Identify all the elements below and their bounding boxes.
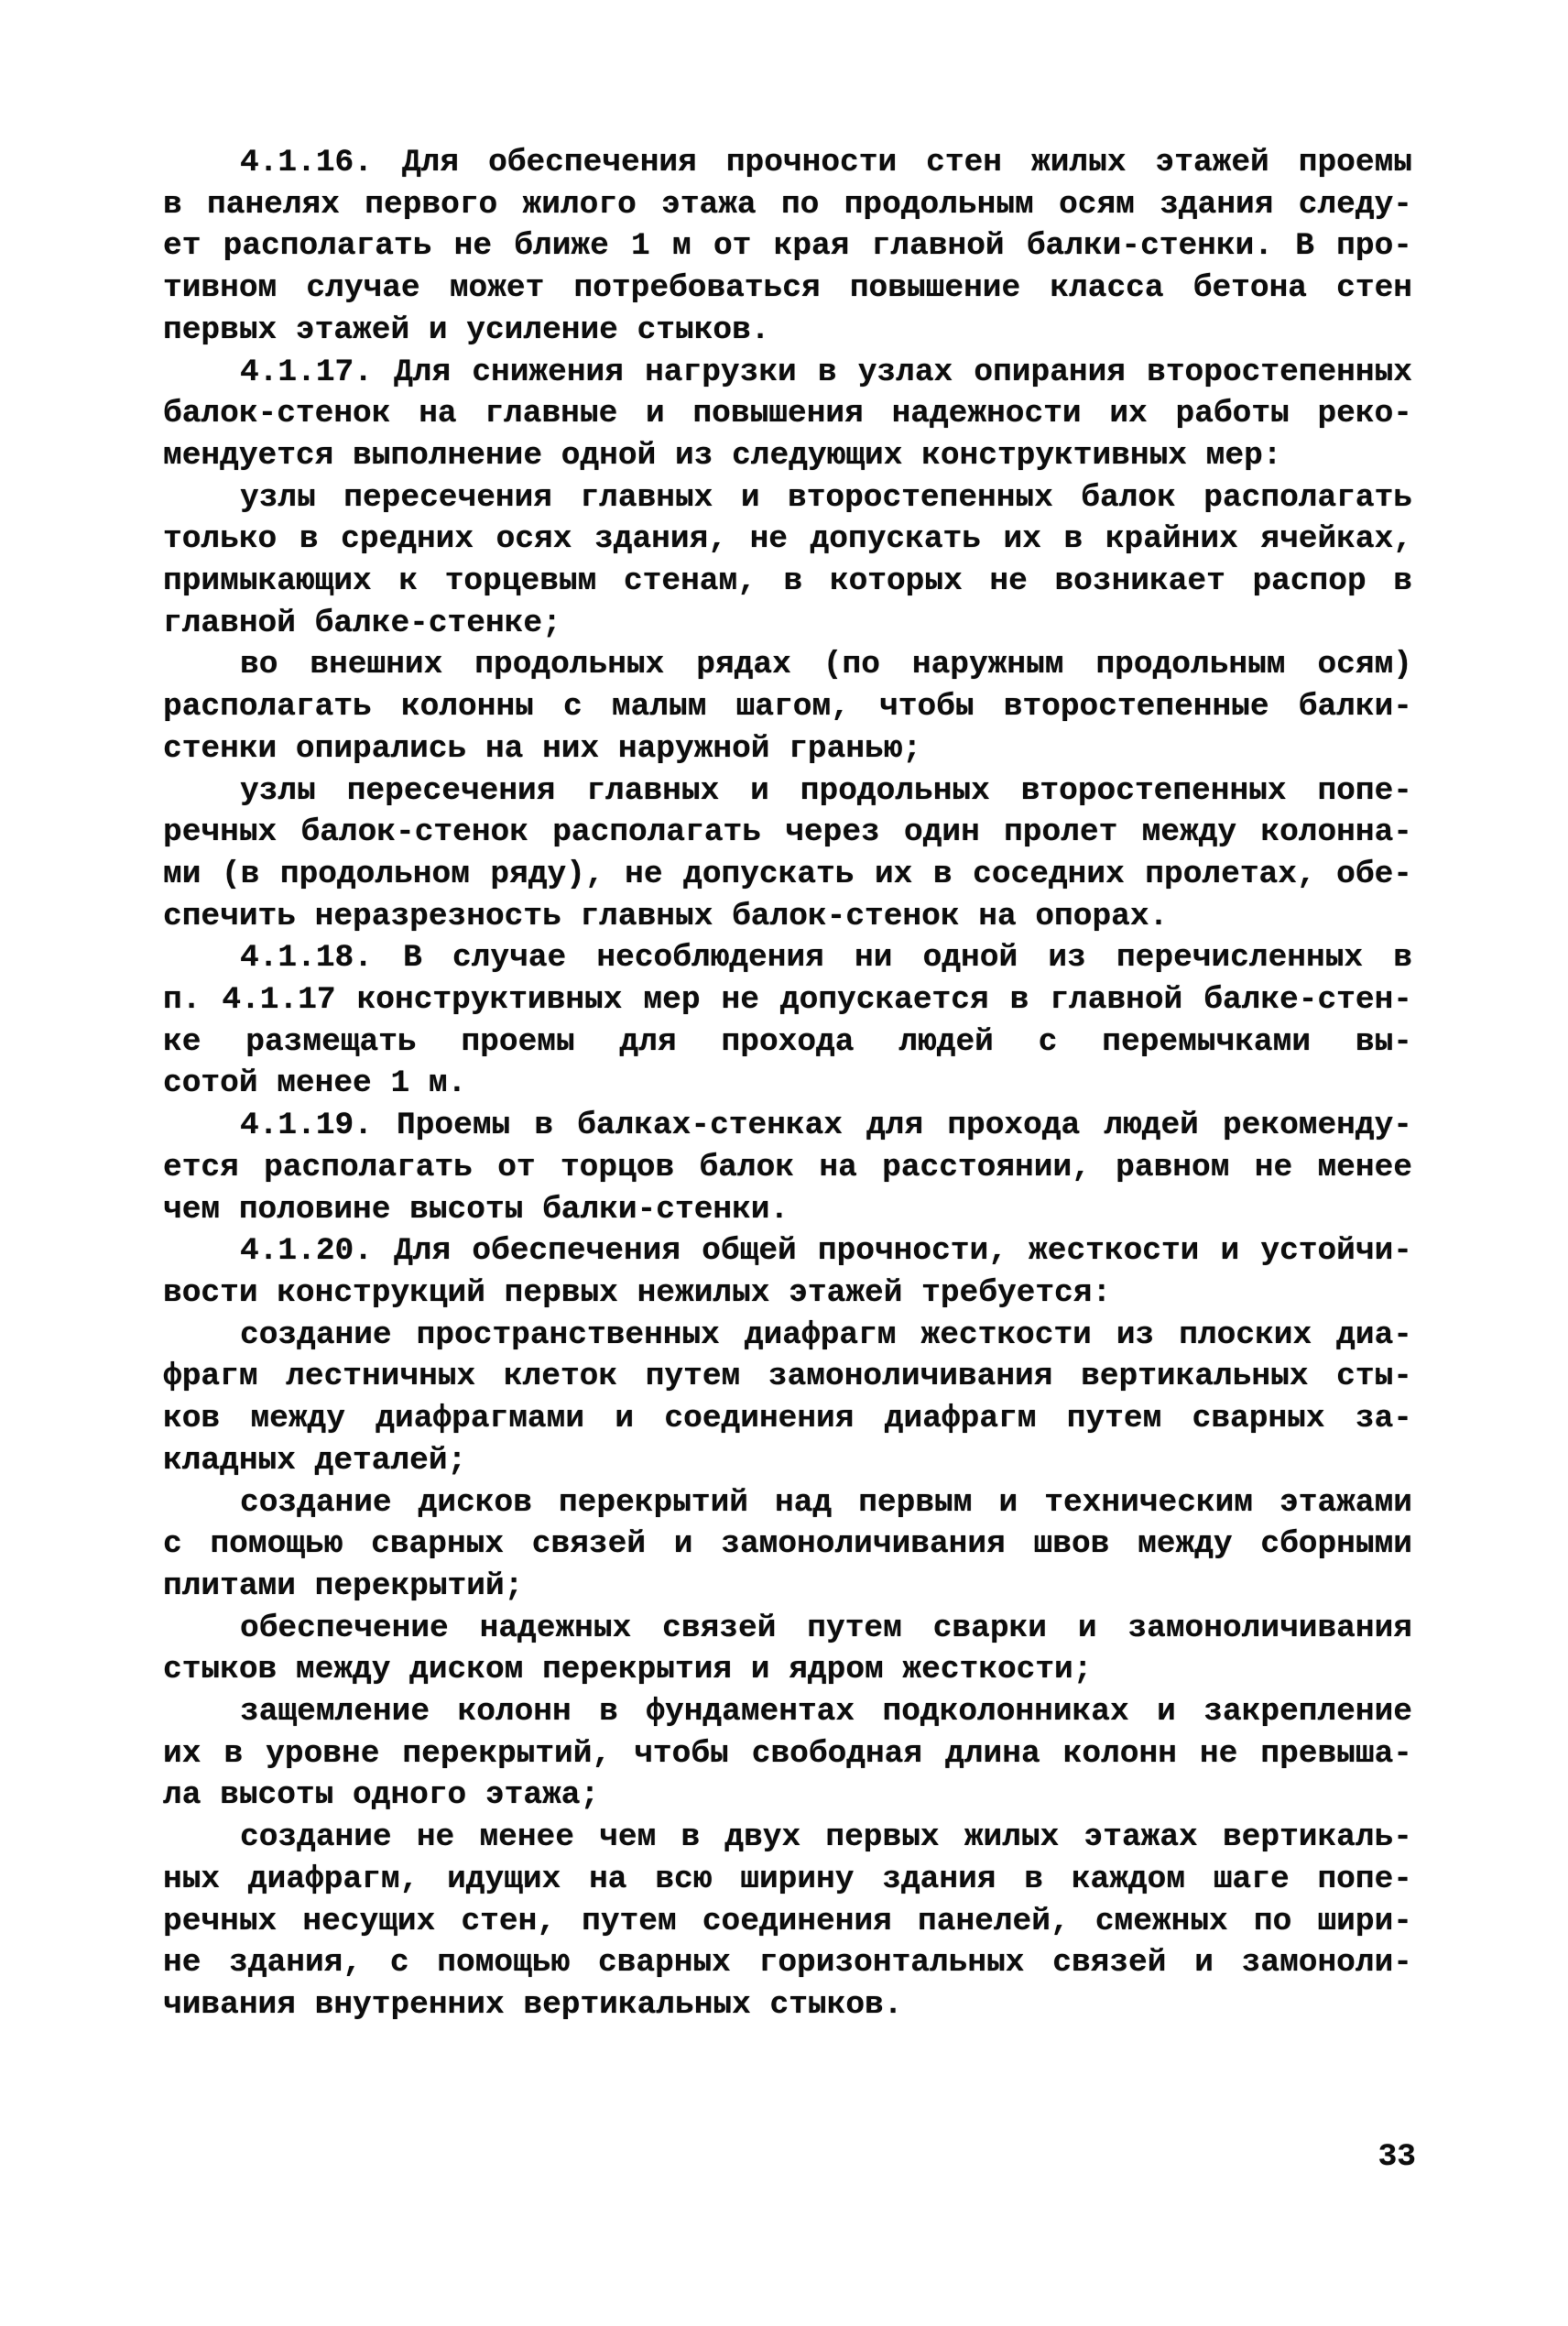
text-line: первых этажей и усиление стыков.: [163, 311, 770, 348]
text-line: 4.1.16. Для обеспечения прочности стен жилых этажей проемы: [240, 145, 1412, 180]
text-line: фрагм лестничных клеток путем замоноличивания вертикальных сты-: [163, 1359, 1412, 1395]
paragraph: [163, 770, 1412, 938]
text-line: 4.1.19. Проемы в балках-стенках для прохода людей рекоменду-: [240, 1108, 1412, 1144]
text-line: их в уровне перекрытий, чтобы свободная длина колонн не превыша-: [163, 1735, 1412, 1772]
paragraph: [163, 937, 1412, 1105]
text-line: вости конструкций первых нежилых этажей требуется:: [163, 1274, 1112, 1311]
paragraph: [163, 1482, 1412, 1608]
text-line: обеспечение надежных связей путем сварки и замоноличивания: [240, 1610, 1412, 1646]
paragraph: [163, 142, 1412, 352]
text-line: создание пространственных диафрагм жесткости из плоских диа-: [240, 1316, 1412, 1353]
text-line: сотой менее 1 м.: [163, 1065, 467, 1102]
text-line: главной балке-стенке;: [163, 605, 561, 641]
text-line: 4.1.18. В случае несоблюдения ни одной из перечисленных в: [240, 940, 1412, 977]
paragraph: [163, 352, 1412, 477]
text-line: 4.1.20. Для обеспечения общей прочности, жесткости и устойчи-: [240, 1233, 1412, 1270]
text-line: п. 4.1.17 конструктивных мер не допускается в главной балке-стен-: [163, 982, 1412, 1019]
text-line: чем половине высоты балки-стенки.: [163, 1191, 789, 1228]
paragraph: [163, 477, 1412, 645]
text-line: примыкающих к торцевым стенам, в которых не возникает распор в: [163, 563, 1412, 600]
text-line: во внешних продольных рядах (по наружным продольным осям): [240, 647, 1412, 683]
paragraph: [163, 1315, 1412, 1482]
text-line: узлы пересечения главных и второстепенных балок располагать: [240, 479, 1412, 516]
paragraph: [163, 644, 1412, 770]
paragraph: [163, 1230, 1412, 1314]
text-line: защемление колонн в фундаментах подколонниках и закрепление: [240, 1694, 1412, 1731]
text-line: мендуется выполнение одной из следующих конструктивных мер:: [163, 437, 1282, 474]
text-line: речных несущих стен, путем соединения панелей, смежных по шири-: [163, 1903, 1412, 1939]
text-line: в панелях первого жилого этажа по продольным осям здания следу-: [163, 186, 1412, 223]
text-line: ке размещать проемы для прохода людей с перемычками вы-: [163, 1023, 1412, 1060]
text-line: балок-стенок на главные и повышения надежности их работы реко-: [163, 396, 1412, 432]
text-line: ла высоты одного этажа;: [163, 1777, 600, 1814]
text-column: [163, 142, 1412, 2026]
paragraph: [163, 1817, 1412, 2026]
text-line: ется располагать от торцов балок на расстоянии, равном не менее: [163, 1149, 1412, 1185]
text-line: узлы пересечения главных и продольных второстепенных попе-: [240, 772, 1412, 809]
text-line: плитами перекрытий;: [163, 1567, 524, 1604]
text-line: располагать колонны с малым шагом, чтобы второстепенные балки-: [163, 689, 1412, 726]
text-line: ных диафрагм, идущих на всю ширину здания в каждом шаге попе-: [163, 1861, 1412, 1897]
paragraph: [163, 1608, 1412, 1691]
text-line: с помощью сварных связей и замоноличивания швов между сборными: [163, 1526, 1412, 1563]
text-line: стыков между диском перекрытия и ядром жесткости;: [163, 1652, 1093, 1688]
text-line: создание не менее чем в двух первых жилых этажах вертикаль-: [240, 1819, 1412, 1856]
paragraph: [163, 1691, 1412, 1817]
text-line: не здания, с помощью сварных горизонтальных связей и замоноли-: [163, 1945, 1412, 1982]
text-line: только в средних осях здания, не допускать их в крайних ячейках,: [163, 521, 1412, 558]
text-line: ми (в продольном ряду), не допускать их в соседних пролетах, обе-: [163, 856, 1412, 892]
page-number: 33: [1377, 2139, 1416, 2175]
text-line: создание дисков перекрытий над первым и техническим этажами: [240, 1484, 1412, 1521]
text-line: чивания внутренних вертикальных стыков.: [163, 1986, 903, 2023]
text-line: стенки опирались на них наружной гранью;: [163, 730, 922, 767]
text-line: ков между диафрагмами и соединения диафрагм путем сварных за-: [163, 1401, 1412, 1437]
text-line: тивном случае может потребоваться повышение класса бетона стен: [163, 270, 1412, 307]
paragraph: [163, 1105, 1412, 1230]
text-line: ет располагать не ближе 1 м от края главной балки-стенки. В про-: [163, 228, 1412, 265]
text-line: спечить неразрезность главных балок-стенок на опорах.: [163, 898, 1169, 934]
text-line: 4.1.17. Для снижения нагрузки в узлах опирания второстепенных: [240, 354, 1412, 390]
text-line: речных балок-стенок располагать через один пролет между колонна-: [163, 814, 1412, 851]
text-line: кладных деталей;: [163, 1442, 467, 1479]
